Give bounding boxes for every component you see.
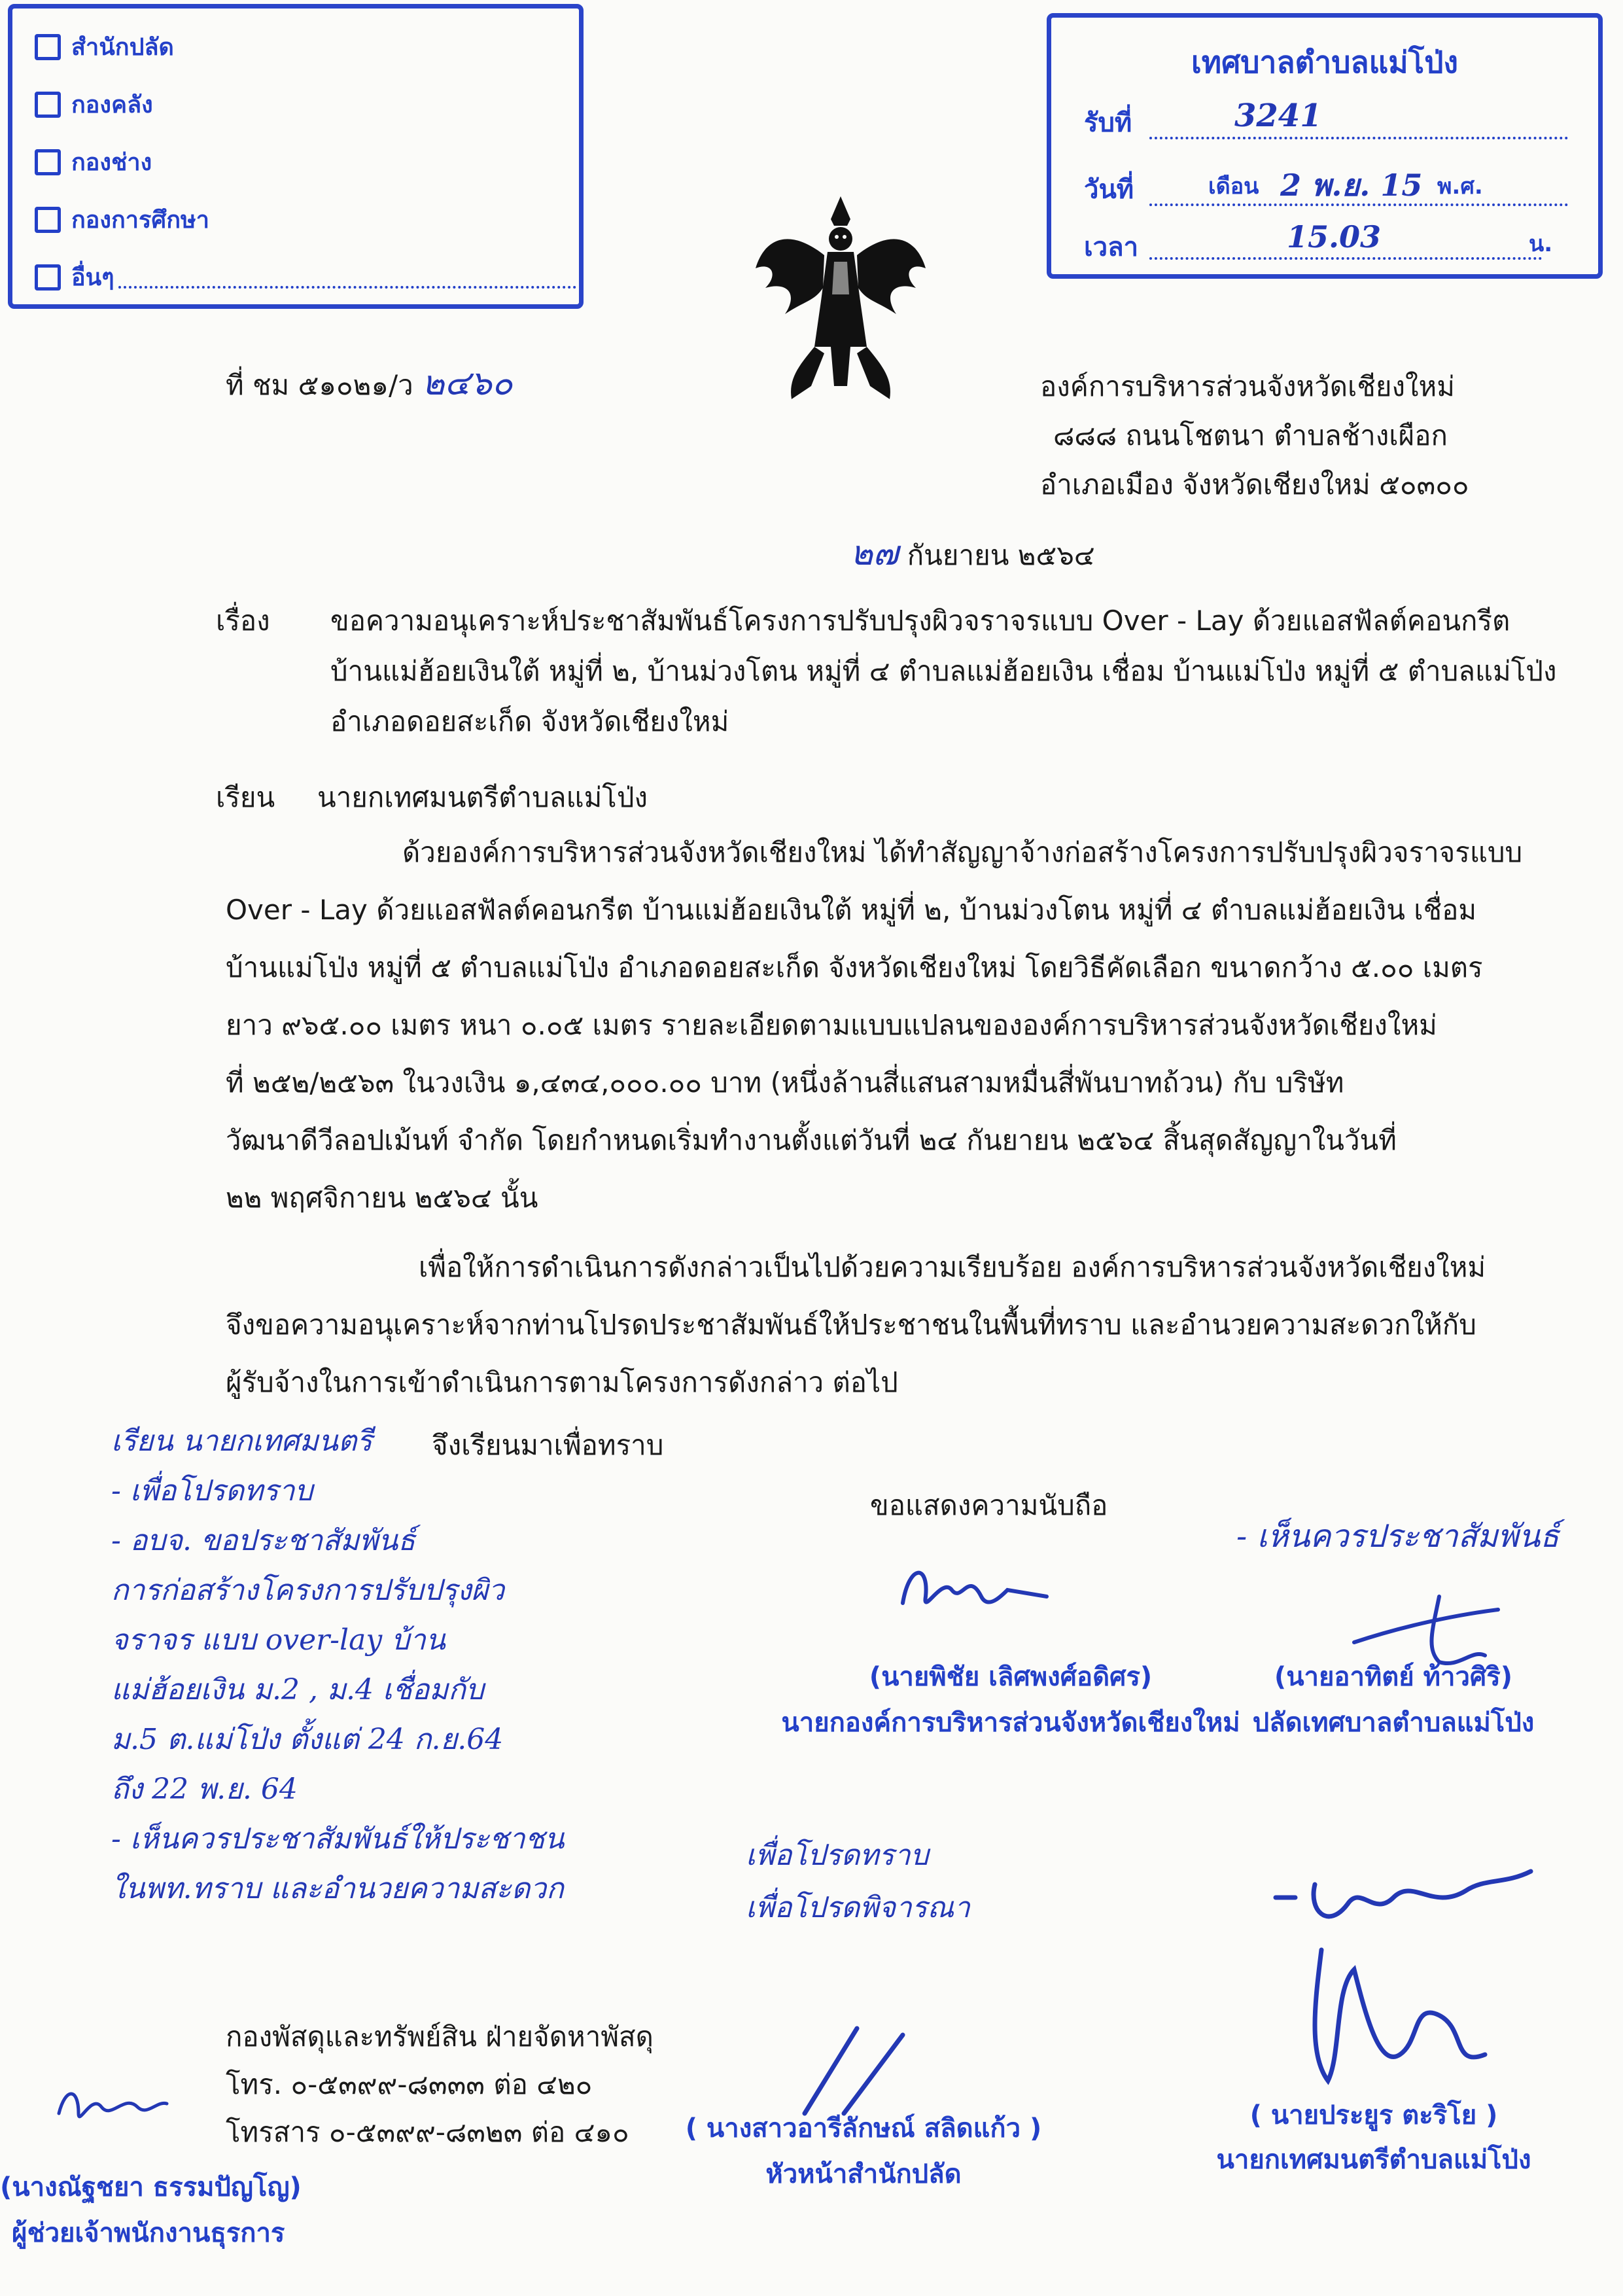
clerk-name: (นายอาทิตย์ ท้าวศิริ)	[1274, 1662, 1513, 1692]
para1-line-2: Over - Lay ด้วยแอสฟัลต์คอนกรีต บ้านแม่ฮ้อยเงินใต้ หมู่ที่ ๒, บ้านม่วงโตน หมู่ที่ ๔ ตำบลแม่ฮ้อยเงิน เชื่อม	[226, 894, 1477, 926]
signature-president-icon	[890, 1551, 1060, 1629]
signature-assistant-icon	[52, 2074, 170, 2133]
para1-line-3: บ้านแม่โป่ง หมู่ที่ ๕ ตำบลแม่โป่ง อำเภอดอยสะเก็ด จังหวัดเชียงใหม่ โดยวิธีคัดเลือก ขนาดกว้าง ๕.๐๐ เมตร	[226, 951, 1483, 983]
received-date: 2 พ.ย. 15	[1280, 168, 1423, 203]
office-head-name: ( นางสาวอารีลักษณ์ สลิดแก้ว )	[685, 2113, 1042, 2144]
time-row: เวลา 15.03 น.	[1084, 219, 1553, 262]
para2-line-1: เพื่อให้การดำเนินการดังกล่าวเป็นไปด้วยความเรียบร้อย องค์การบริหารส่วนจังหวัดเชียงใหม่	[419, 1251, 1486, 1283]
receive-stamp	[8, 4, 584, 309]
org-address-1: ๘๘๘ ถนนโชตนา ตำบลช้างเผือก	[1053, 419, 1448, 451]
municipal-stamp	[1047, 13, 1603, 279]
subject-line-3: อำเภอดอยสะเก็ด จังหวัดเชียงใหม่	[330, 705, 729, 737]
to-label: เรียน	[216, 781, 275, 813]
para2-line-2: จึงขอความอนุเคราะห์จากท่านโปรดประชาสัมพันธ์ให้ประชาชนในพื้นที่ทราบ และอำนวยความสะดวกให้กับ	[226, 1309, 1476, 1341]
garuda-emblem-icon	[752, 190, 929, 412]
middle-note-1: เพื่อโปรดทราบ	[746, 1839, 929, 1872]
letter-date: ๒๗ กันยายน ๒๕๖๔	[850, 534, 1095, 573]
ref-number-handwritten: ๒๔๖๐	[422, 364, 513, 403]
subject-line-2: บ้านแม่ฮ้อยเงินใต้ หมู่ที่ ๒, บ้านม่วงโตน หมู่ที่ ๔ ตำบลแม่ฮ้อยเงิน เชื่อม บ้านแม่โป่ง หมู่ที่ ๕ ตำบลแม่โป่ง	[330, 655, 1557, 687]
signature-mayor-icon	[1269, 1858, 1544, 2120]
stamp-title: เทศบาลตำบลแม่โป่ง	[1191, 44, 1458, 80]
para2-line-3: ผู้รับจ้างในการเข้าดำเนินการตามโครงการดังกล่าว ต่อไป	[226, 1366, 898, 1398]
para1-line-7: ๒๒ พฤศจิกายน ๒๕๖๔ นั้น	[226, 1182, 538, 1214]
signature-office-head-icon	[785, 2015, 929, 2120]
org-address-2: อำเภอเมือง จังหวัดเชียงใหม่ ๕๐๓๐๐	[1040, 468, 1469, 501]
to-value: นายกเทศมนตรีตำบลแม่โป่ง	[317, 781, 648, 813]
closing: จึงเรียนมาเพื่อทราบ	[432, 1429, 664, 1461]
received-number-row: รับที่ 3241	[1084, 97, 1322, 138]
checkbox	[35, 207, 61, 233]
contact-fax: โทรสาร ๐-๕๓๙๙-๘๓๒๓ ต่อ ๔๑๐	[226, 2116, 629, 2148]
received-number: 3241	[1234, 97, 1322, 134]
checkbox	[35, 92, 61, 118]
handwritten-note: เรียน นายกเทศมนตรี - เพื่อโปรดทราบ - อบจ. ขอประชาสัมพันธ์ การก่อสร้างโครงการปรับปรุงผิว จราจร แบบ over-lay บ้าน แม่ฮ้อยเงิน ม.2 , ม.4 เชื่อมกับ ม.5 ต.แม่โป่ง ตั้งแต่ 24 ก.ย.64 ถึง 22 พ.ย. 64 - เห็นควรประชาสัมพันธ์ให้ประชาชน ในพท.ทราบ และอำนวยความสะดวก	[111, 1424, 565, 1905]
clerk-title: ปลัดเทศบาลตำบลแม่โป่ง	[1252, 1708, 1535, 1738]
stamp-row-finance: กองคลัง	[35, 86, 153, 123]
assistant-name: (นางณัฐชยา ธรรมปัญโญ)	[0, 2172, 302, 2202]
stamp-row-engineering: กองช่าง	[35, 143, 152, 181]
assistant-title: ผู้ช่วยเจ้าพนักงานธุรการ	[12, 2218, 285, 2248]
subject-label: เรื่อง	[216, 605, 270, 637]
stamp-row-other: อื่นๆ	[35, 258, 576, 296]
date-row: วันที่ เดือน 2 พ.ย. 15 พ.ศ.	[1084, 168, 1134, 210]
president-name: (นายพิชัย เลิศพงศ์อดิศร)	[869, 1662, 1153, 1692]
mayor-name: ( นายประยูร ตะริโย )	[1249, 2100, 1498, 2130]
para1-line-6: วัฒนาดีวีลอปเม้นท์ จำกัด โดยกำหนดเริ่มทำงานตั้งแต่วันที่ ๒๔ กันยายน ๒๕๖๔ สิ้นสุดสัญญาในวันที่	[226, 1124, 1397, 1156]
para1-line-4: ยาว ๙๖๕.๐๐ เมตร หนา ๐.๐๕ เมตร รายละเอียดตามแบบแปลนขององค์การบริหารส่วนจังหวัดเชียงใหม่	[226, 1009, 1437, 1041]
dotted-line	[1149, 134, 1568, 139]
para1-line-5: ที่ ๒๕๒/๒๕๖๓ ในวงเงิน ๑,๔๓๔,๐๐๐.๐๐ บาท (หนึ่งล้านสี่แสนสามหมื่นสี่พันบาทถ้วน) กับ บริษัท	[226, 1067, 1344, 1099]
received-time: 15.03	[1287, 219, 1382, 255]
checkbox	[35, 34, 61, 60]
regards: ขอแสดงความนับถือ	[870, 1489, 1108, 1521]
para1-line-1: ด้วยองค์การบริหารส่วนจังหวัดเชียงใหม่ ได้ทำสัญญาจ้างก่อสร้างโครงการปรับปรุงผิวจราจรแบบ	[402, 836, 1523, 868]
dotted-line	[1149, 201, 1568, 206]
org-name: องค์การบริหารส่วนจังหวัดเชียงใหม่	[1040, 370, 1455, 402]
subject-line-1: ขอความอนุเคราะห์ประชาสัมพันธ์โครงการปรับปรุงผิวจราจรแบบ Over - Lay ด้วยแอสฟัลต์คอนกรีต	[330, 605, 1510, 637]
ref-number: ที่ ชม ๕๑๐๒๑/ว ๒๔๖๐	[226, 364, 513, 403]
office-head-title: หัวหน้าสำนักปลัด	[765, 2159, 962, 2189]
checkbox	[35, 264, 61, 291]
stamp-row-office: สำนักปลัด	[35, 28, 174, 65]
clerk-note: - เห็นควรประชาสัมพันธ์	[1236, 1518, 1560, 1555]
middle-note-2: เพื่อโปรดพิจารณา	[746, 1891, 970, 1924]
mayor-title: นายกเทศมนตรีตำบลแม่โป่ง	[1216, 2145, 1531, 2175]
contact-tel: โทร. ๐-๕๓๙๙-๘๓๓๓ ต่อ ๔๒๐	[226, 2068, 593, 2100]
dotted-line	[118, 266, 576, 289]
contact-dept: กองพัสดุและทรัพย์สิน ฝ่ายจัดหาพัสดุ	[226, 2021, 654, 2053]
checkbox	[35, 149, 61, 175]
president-title: นายกองค์การบริหารส่วนจังหวัดเชียงใหม่	[781, 1708, 1240, 1738]
dotted-line	[1149, 255, 1542, 260]
stamp-row-education: กองการศึกษา	[35, 201, 209, 238]
